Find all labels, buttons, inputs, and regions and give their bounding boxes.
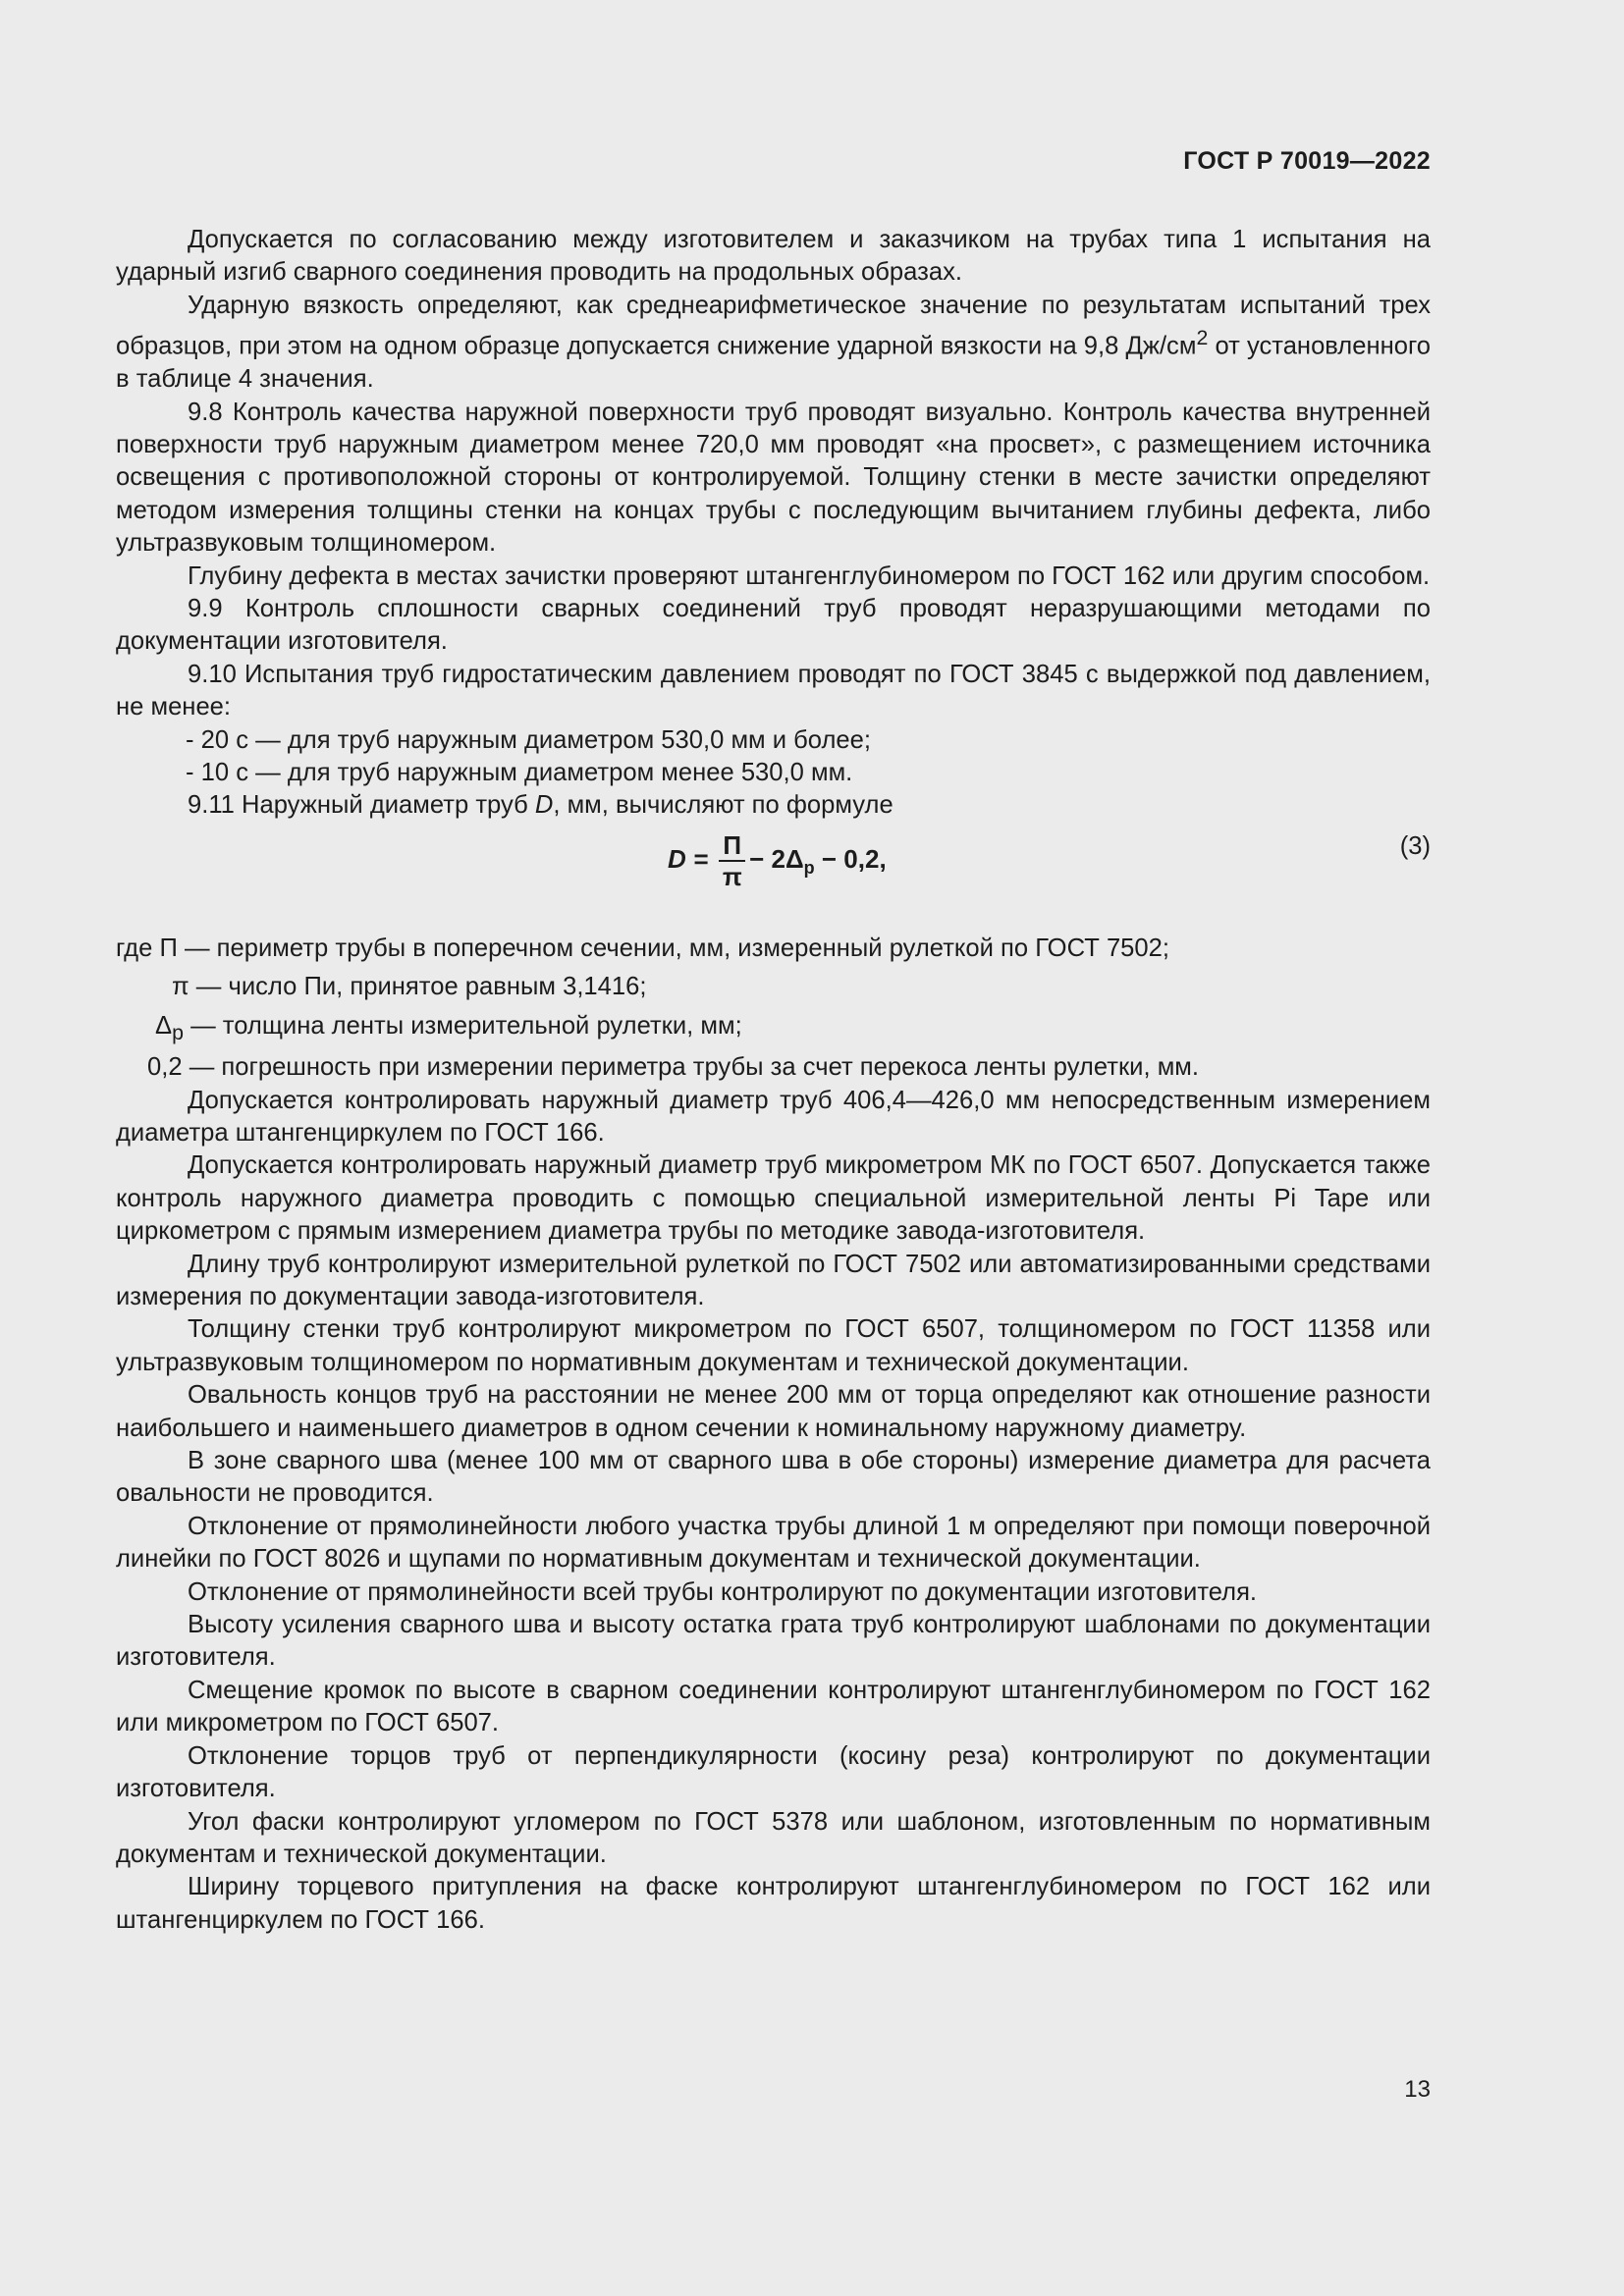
where-text: — периметр трубы в поперечном сечении, мм, измеренный рулеткой по ГОСТ 7502; [177, 934, 1169, 962]
where-text: — погрешность при измерении периметра трубы за счет перекоса ленты рулетки, мм. [182, 1053, 1199, 1082]
paragraph: В зоне сварного шва (менее 100 мм от сварного шва в обе стороны) измерение диаметра для расчета овальности не проводится. [116, 1447, 1431, 1508]
where-symbol: где П [116, 934, 178, 962]
formula-sub: р [803, 857, 815, 878]
formula-lhs: D = [668, 843, 709, 874]
where-item [116, 1051, 1431, 1084]
impact-text-end: от установленного в таблице 4 значения. [116, 332, 1431, 394]
paragraph: Длину труб контролируют измерительной рулеткой по ГОСТ 7502 или автоматизированными средствами измерения по документации завода-изготовителя. [116, 1250, 1431, 1311]
paragraph: Глубину дефекта в местах зачистки проверяют штангенглубиномером по ГОСТ 162 или другим способом. [188, 561, 1431, 590]
formula-intro-var: D [534, 791, 554, 820]
where-text: — число Пи, принятое равным 3,1416; [189, 973, 647, 1001]
where-symbol: π [172, 973, 189, 1001]
impact-text: Ударную вязкость определяют, как среднеарифметическое значение по результатам испытаний трех образцов, при этом на одном образце допускается снижение ударной вязкости на 9,8 Дж/см [116, 291, 1431, 360]
paragraph: 9.9 Контроль сплошности сварных соединений труб проводят неразрушающими методами по документации изготовителя. [116, 595, 1431, 656]
paragraph: Высоту усиления сварного шва и высоту остатка грата труб контролируют шаблонами по документации изготовителя. [116, 1611, 1431, 1672]
formula-rest [749, 843, 887, 878]
paragraph: Толщину стенки труб контролируют микрометром по ГОСТ 6507, толщиномером по ГОСТ 11358 или ультразвуковым толщиномером по нормативным документам и технической документации. [116, 1315, 1431, 1376]
formula-block [116, 823, 1431, 913]
formula-numerator: П [719, 830, 745, 862]
formula-denominator: π [722, 861, 742, 891]
page-number: 13 [1404, 2076, 1431, 2103]
paragraph: Отклонение от прямолинейности любого участка трубы длиной 1 м определяют при помощи поверочной линейки по ГОСТ 8026 и щупами по нормативным документам и технической документации. [116, 1512, 1431, 1574]
formula-term-end: − 0,2, [814, 843, 887, 874]
where-item [116, 971, 1431, 1003]
list-item: - 10 с — для труб наружным диаметром менее 530,0 мм. [186, 759, 853, 787]
where-item [116, 933, 1431, 965]
document-body [116, 224, 1431, 1937]
where-text: — толщина ленты измерительной рулетки, мм; [183, 1011, 742, 1040]
formula [668, 830, 887, 891]
paragraph: Допускается контролировать наружный диаметр труб 406,4—426,0 мм непосредственным измерением диаметра штангенциркулем по ГОСТ 166. [116, 1086, 1431, 1147]
formula-intro [116, 789, 1431, 822]
formula-intro-text-end: , мм, вычисляют по формуле [553, 791, 893, 820]
formula-intro-text: 9.11 Наружный диаметр труб [188, 791, 535, 820]
paragraph: 9.10 Испытания труб гидростатическим давлением проводят по ГОСТ 3845 с выдержкой под давлением, не менее: [116, 660, 1431, 721]
where-symbol-delta: Δ [155, 1011, 173, 1040]
paragraph: Ширину торцевого притупления на фаске контролируют штангенглубиномером по ГОСТ 162 или штангенциркулем по ГОСТ 166. [116, 1873, 1431, 1934]
paragraph: Допускается по согласованию между изготовителем и заказчиком на трубах типа 1 испытания на ударный изгиб сварного соединения проводить на продольных образах. [116, 226, 1431, 287]
where-symbol [155, 1010, 184, 1050]
paragraph: Допускается контролировать наружный диаметр труб микрометром МК по ГОСТ 6507. Допускается также контроль наружного диаметра проводить с помощью специальной измерительной ленты Pi Tape или циркометром с прямым измерением диаметра трубы по методике завода-изготовителя. [116, 1151, 1431, 1246]
formula-term: − 2Δ [749, 843, 804, 874]
paragraph: 9.8 Контроль качества наружной поверхности труб проводят визуально. Контроль качества внутренней поверхности труб наружным диаметром менее 720,0 мм проводят «на просвет», с размещением источника освещения с противоположной стороны от контролируемой. Толщину стенки в месте зачистки определяют методом измерения толщины стенки на концах трубы с последующим вычитанием глубины дефекта, либо ультразвуковым толщиномером. [116, 398, 1431, 558]
paragraph: Смещение кромок по высоте в сварном соединении контролируют штангенглубиномером по ГОСТ 162 или микрометром по ГОСТ 6507. [116, 1676, 1431, 1737]
paragraph: Отклонение торцов труб от перпендикулярности (косину реза) контролируют по документации изготовителя. [116, 1741, 1431, 1803]
paragraph: Овальность концов труб на расстоянии не менее 200 мм от торца определяют как отношение разности наибольшего и наименьшего диаметров в одном сечении к номинальному наружному диаметру. [116, 1381, 1431, 1442]
equation-number: (3) [1399, 831, 1431, 860]
where-symbol: 0,2 [147, 1053, 183, 1082]
formula-fraction [719, 830, 745, 891]
paragraph: Угол фаски контролируют угломером по ГОСТ 5378 или шаблоном, изготовленным по нормативным документам и технической документации. [116, 1807, 1431, 1868]
document-header: ГОСТ Р 70019—2022 [1183, 147, 1431, 175]
list-item: - 20 с — для труб наружным диаметром 530,0 мм и более; [186, 725, 871, 754]
where-item [116, 1010, 1431, 1050]
paragraph-impact [116, 290, 1431, 397]
impact-sup: 2 [1196, 326, 1209, 350]
where-symbol-sub: р [172, 1020, 184, 1044]
paragraph: Отклонение от прямолинейности всей трубы контролируют по документации изготовителя. [188, 1577, 1258, 1606]
